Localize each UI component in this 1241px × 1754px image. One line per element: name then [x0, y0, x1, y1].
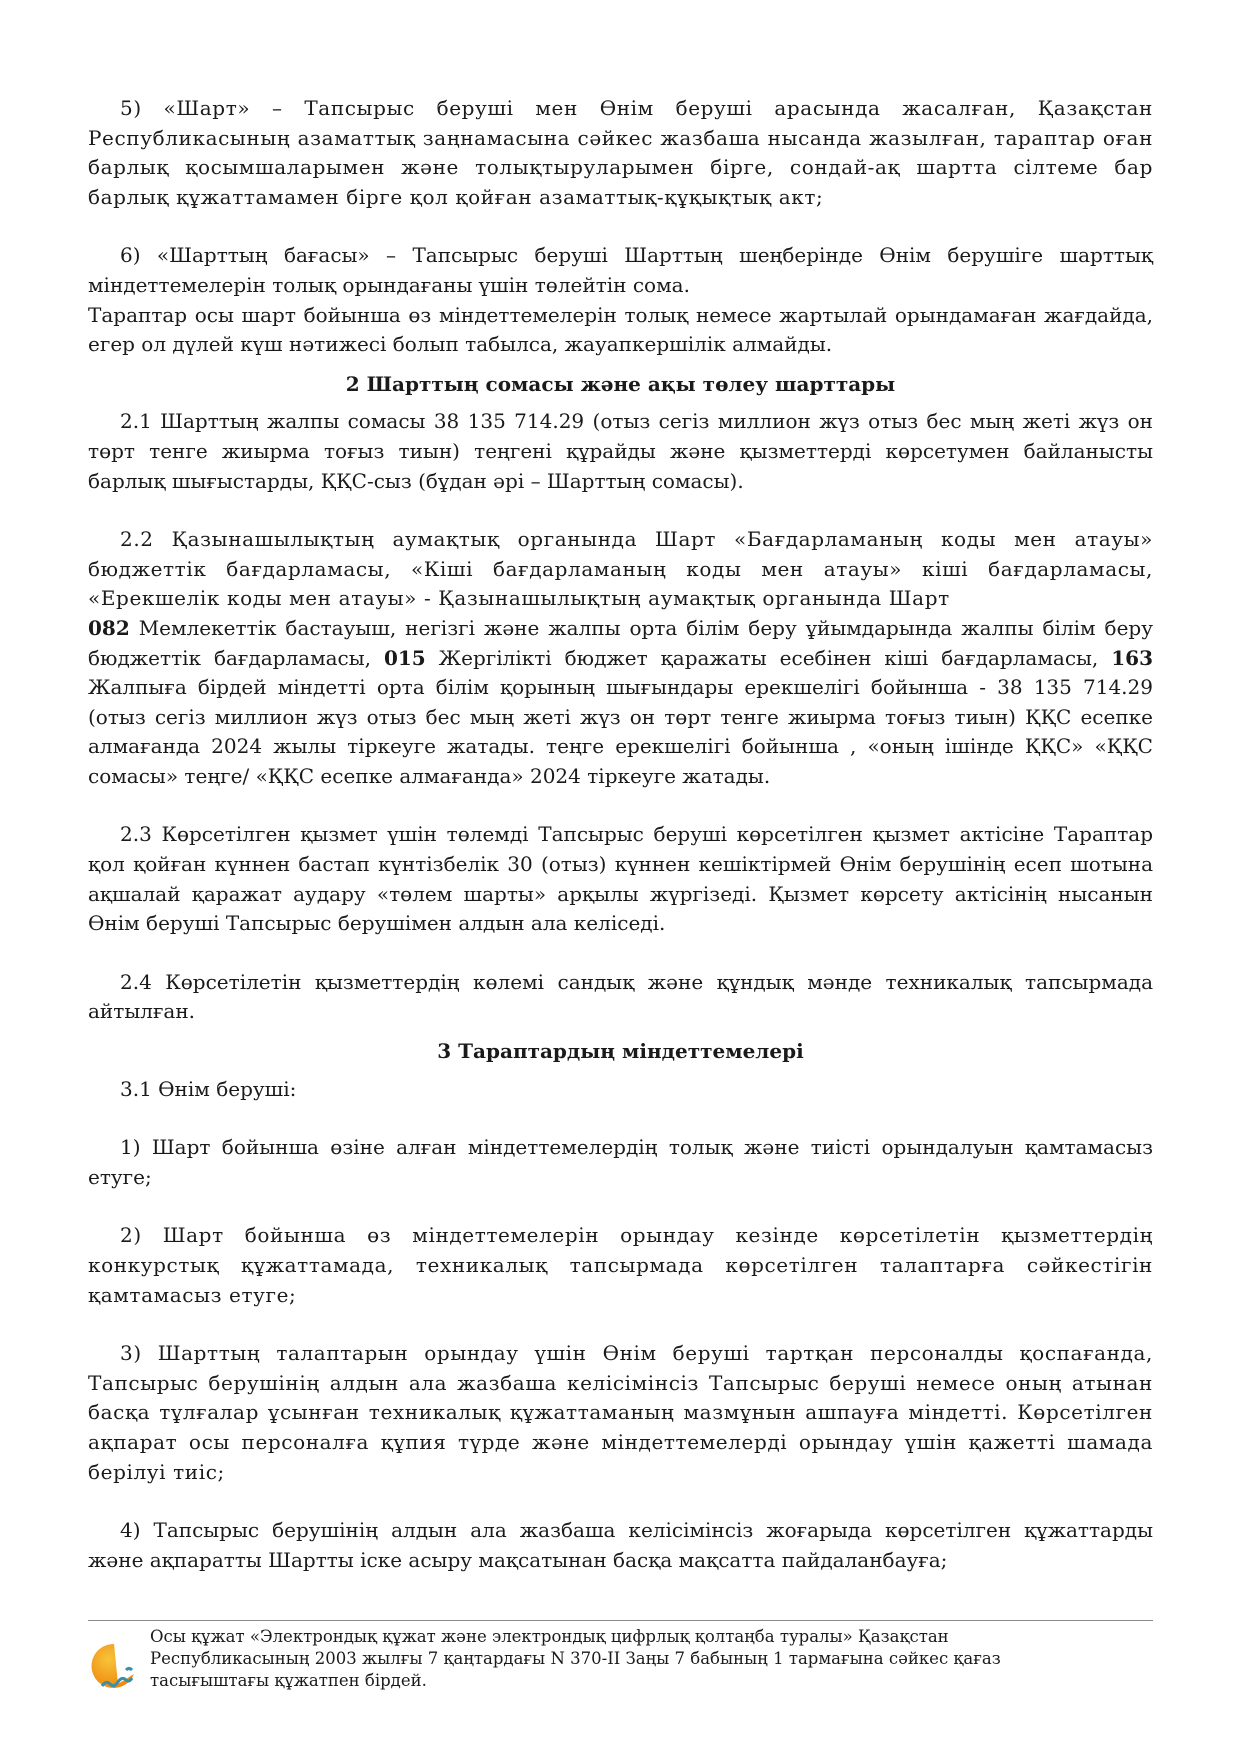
footer: [88, 1626, 1153, 1692]
clause-2-2: [88, 525, 1153, 791]
clause-3-1-item-3: 3) Шарттың талаптарын орындау үшін Өнім беруші тартқан персоналды қоспағанда, Тапсырыс берушінің алдын ала жазбаша келісімінсіз Тапсырыс беруші немесе оның атынан басқа тұлғалар ұсынған техникалық құжаттаманың мазмұнын ашпауға міндетті. Көрсетілген ақпарат осы персоналға құпия түрде және міндеттемелерді орындау үшін қажетті шамада берілуі тиіс;: [88, 1341, 1153, 1484]
subprogram-code: 015: [383, 645, 426, 670]
specificity-text: Жалпыға бірдей міндетті орта білім қорының шығындары ерекшелігі бойынша - 38 135 714.29 (отыз сегіз миллион жүз отыз бес мың жеті жүз он төрт тенге жиырма тоғыз тиын) ҚҚС есепке алмағанда 2024 жылы тіркеуге жатады. теңге ерекшелігі бойынша , «оның ішінде ҚҚС» «ҚҚС сомасы» теңге/ «ҚҚС есепке алмағанда» 2024 тіркеуге жатады.: [88, 675, 1153, 788]
clause-3-1: 3.1 Өнім беруші:: [120, 1076, 297, 1101]
program-text: Мемлекеттік бастауыш, негізгі және жалпы орта білім беру ұйымдарында жалпы білім беру бюджеттік бағдарламасы,: [88, 615, 1153, 670]
legal-notice-text: Осы құжат «Электрондық құжат және электрондық цифрлық қолтаңба туралы» Қазақстан Республикасының 2003 жылғы 7 қаңтардағы N 370-II Заңы 7 бабының 1 тармағына сәйкес қағаз тасығыштағы құжатпен бірдей.: [150, 1627, 1001, 1690]
section-3-heading: 3 Тараптардың міндеттемелері: [437, 1039, 804, 1064]
clause-3-1-item-1: 1) Шарт бойынша өзіне алған міндеттемелердің толық және тиісті орындалуын қамтамасыз етуге;: [88, 1135, 1153, 1189]
clause-3-1-item-4: 4) Тапсырыс берушінің алдын ала жазбаша келісімінсіз жоғарыда көрсетілген құжаттарды және ақпаратты Шартты іске асыру мақсатынан басқа мақсатта пайдаланбауға;: [88, 1518, 1153, 1572]
clause-2-3: 2.3 Көрсетілген қызмет үшін төлемді Тапсырыс беруші көрсетілген қызмет актісіне Тараптар қол қойған күннен бастап күнтізбелік 30 (отыз) күннен кешіктірмей Өнім берушінің есеп шотына ақшалай қаражат аудару «төлем шарты» арқылы жүргізеді. Қызмет көрсету актісінің нысанын Өнім беруші Тапсырыс берушімен алдын ала келіседі.: [88, 822, 1153, 936]
clause-2-2-codes: [88, 614, 1153, 792]
footer-divider: [88, 1620, 1153, 1621]
clause-2-2-intro: 2.2 Қазынашылықтың аумақтық органында Шарт «Бағдарламаның коды мен атауы» бюджеттік бағдарламасы, «Кіші бағдарламаның коды мен атауы» кіші бағдарламасы, «Ерекшелік коды мен атауы» - Қазынашылықтың аумақтық органында Шарт: [88, 527, 1153, 611]
specificity-code: 163: [1111, 645, 1153, 670]
egov-sun-logo-icon: [88, 1640, 140, 1692]
clause-2-4: 2.4 Көрсетілетін қызметтердің көлемі сандық және құндық мәнде техникалық тапсырмада айтылған.: [88, 969, 1153, 1024]
subprogram-text: Жергілікті бюджет қаражаты есебінен кіші бағдарламасы,: [425, 645, 1112, 670]
clause-3-1-item-2: 2) Шарт бойынша өз міндеттемелерін орындау кезінде көрсетілетін қызметтердің конкурстық құжаттамада, техникалық тапсырмада көрсетілген талаптарға сәйкестігін қамтамасыз етуге;: [88, 1223, 1153, 1307]
definition-contract-price: 6) «Шарттың бағасы» – Тапсырыс беруші Шарттың шеңберінде Өнім берушіге шарттық міндеттемелерін толық орындағаны үшін төлейтін сома.: [88, 243, 1153, 297]
program-code: 082: [88, 615, 130, 640]
document-page: [88, 94, 1153, 1575]
force-majeure-clause: Тараптар осы шарт бойынша өз міндеттемелерін толық немесе жартылай орындамаған жағдайда, егер ол дүлей күш нәтижесі болып табылса, жауапкершілік алмайды.: [88, 302, 1153, 357]
section-2-heading: 2 Шарттың сомасы және ақы төлеу шарттары: [345, 371, 896, 396]
clause-2-1: 2.1 Шарттың жалпы сомасы 38 135 714.29 (отыз сегіз миллион жүз отыз бес мың жеті жүз он төрт тенге жиырма тоғыз тиын) теңгені құрайды және қызметтерді көрсетумен байланысты барлық шығыстарды, ҚҚС-сыз (бұдан әрі – Шарттың сомасы).: [88, 409, 1153, 493]
definition-contract: 5) «Шарт» – Тапсырыс беруші мен Өнім беруші арасында жасалған, Қазақстан Республикасының азаматтық заңнамасына сәйкес жазбаша нысанда жазылған, тараптар оған барлық қосымшаларымен және толықтыруларымен бірге, сондай-ақ шартта сілтеме бар барлық құжаттамамен бірге қол қойған азаматтық-құқықтық акт;: [88, 96, 1153, 209]
